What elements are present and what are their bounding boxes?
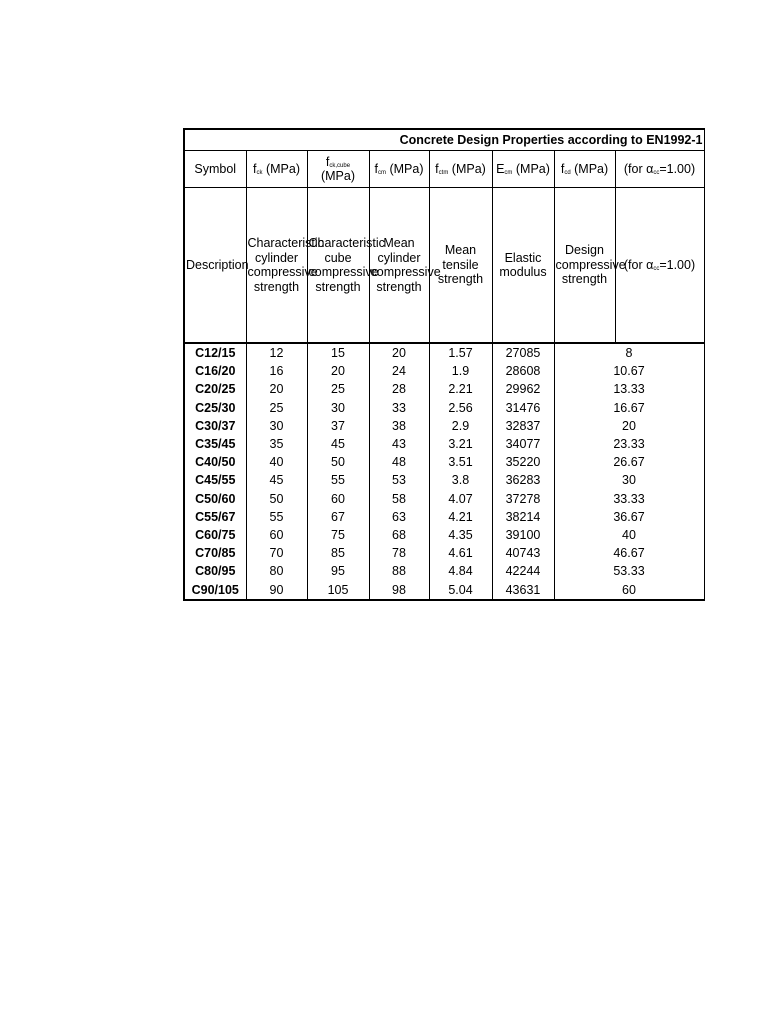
grade-cell: C70/85 (184, 544, 246, 562)
fck-cell: 16 (246, 362, 307, 380)
fck_cube-cell: 60 (307, 490, 369, 508)
description-note-pre: (for α (623, 257, 654, 272)
ecm-cell: 32837 (492, 417, 554, 435)
description-note-cell (615, 188, 704, 344)
grade-cell: C35/45 (184, 435, 246, 453)
description-row (184, 188, 704, 344)
grade-cell: C60/75 (184, 526, 246, 544)
grade-cell: C80/95 (184, 562, 246, 580)
grade-cell: C90/105 (184, 580, 246, 599)
symbol-unit: (MPa) (385, 161, 424, 176)
symbol-subscript: cd (564, 169, 571, 176)
table-row (184, 490, 704, 508)
fcd-cell: 16.67 (554, 399, 704, 417)
description-header-cell: Design compressive strength (554, 188, 615, 344)
ecm-cell: 28608 (492, 362, 554, 380)
fck-cell: 60 (246, 526, 307, 544)
symbol-header-cell (492, 151, 554, 188)
description-header-cell: Mean cylinder compressive strength (369, 188, 429, 344)
fctm-cell: 1.9 (429, 362, 492, 380)
symbol-subscript: cm (504, 169, 513, 176)
ecm-cell: 29962 (492, 380, 554, 398)
description-note-sub: cc (653, 265, 660, 272)
symbol-header-cell (554, 151, 615, 188)
fck-cell: 35 (246, 435, 307, 453)
fck_cube-cell: 25 (307, 380, 369, 398)
ecm-cell: 34077 (492, 435, 554, 453)
fctm-cell: 4.07 (429, 490, 492, 508)
fctm-cell: 4.21 (429, 508, 492, 526)
table-row (184, 471, 704, 489)
fck_cube-cell: 105 (307, 580, 369, 599)
fctm-cell: 4.84 (429, 562, 492, 580)
symbol-unit: (MPa) (262, 161, 300, 176)
grade-cell: C40/50 (184, 453, 246, 471)
table-row (184, 380, 704, 398)
fck-cell: 20 (246, 380, 307, 398)
fck-cell: 80 (246, 562, 307, 580)
fck_cube-cell: 45 (307, 435, 369, 453)
fcm-cell: 53 (369, 471, 429, 489)
fctm-cell: 5.04 (429, 580, 492, 599)
symbol-letter: f (325, 154, 330, 169)
fcd-cell: 8 (554, 343, 704, 362)
description-header-cell: Characteristic cylinder compressive strength (246, 188, 307, 344)
fctm-cell: 2.56 (429, 399, 492, 417)
grade-cell: C45/55 (184, 471, 246, 489)
description-header-cell: Elastic modulus (492, 188, 554, 344)
fck-cell: 55 (246, 508, 307, 526)
grade-cell: C30/37 (184, 417, 246, 435)
fck_cube-cell: 50 (307, 453, 369, 471)
symbol-subscript: ctm (438, 169, 449, 176)
symbol-unit: (MPa) (570, 161, 609, 176)
symbol-unit: (MPa) (512, 161, 550, 176)
table-row (184, 343, 704, 362)
fcd-cell: 36.67 (554, 508, 704, 526)
fck_cube-cell: 75 (307, 526, 369, 544)
symbol-subscript: cm (377, 169, 386, 176)
fcm-cell: 33 (369, 399, 429, 417)
table-row (184, 399, 704, 417)
fcm-cell: 28 (369, 380, 429, 398)
fcm-cell: 48 (369, 453, 429, 471)
table-row (184, 526, 704, 544)
fck_cube-cell: 15 (307, 343, 369, 362)
symbol-letter: f (374, 161, 378, 176)
fcd-cell: 23.33 (554, 435, 704, 453)
description-header-cell: Mean tensile strength (429, 188, 492, 344)
fcd-cell: 13.33 (554, 380, 704, 398)
grade-cell: C16/20 (184, 362, 246, 380)
symbol-note-suffix: =1.00) (659, 161, 696, 176)
fck-cell: 70 (246, 544, 307, 562)
table-row (184, 562, 704, 580)
ecm-cell: 39100 (492, 526, 554, 544)
table-title: Concrete Design Properties according to EN1992-1 (184, 129, 704, 151)
fck-cell: 90 (246, 580, 307, 599)
symbol-subscript: cc (653, 169, 660, 176)
fck-cell: 40 (246, 453, 307, 471)
grade-cell: C25/30 (184, 399, 246, 417)
fcm-cell: 88 (369, 562, 429, 580)
symbol-header-cell (615, 151, 704, 188)
table-row (184, 580, 704, 599)
grade-cell: C50/60 (184, 490, 246, 508)
fcm-cell: 38 (369, 417, 429, 435)
fcd-cell: 53.33 (554, 562, 704, 580)
fck-cell: 45 (246, 471, 307, 489)
fctm-cell: 3.8 (429, 471, 492, 489)
fcm-cell: 20 (369, 343, 429, 362)
grade-cell: C12/15 (184, 343, 246, 362)
ecm-cell: 38214 (492, 508, 554, 526)
fcd-cell: 20 (554, 417, 704, 435)
fcm-cell: 58 (369, 490, 429, 508)
fcm-cell: 63 (369, 508, 429, 526)
fck_cube-cell: 37 (307, 417, 369, 435)
ecm-cell: 40743 (492, 544, 554, 562)
table-row (184, 508, 704, 526)
fck_cube-cell: 85 (307, 544, 369, 562)
fck-cell: 50 (246, 490, 307, 508)
fcd-cell: 60 (554, 580, 704, 599)
fctm-cell: 2.21 (429, 380, 492, 398)
fcd-cell: 10.67 (554, 362, 704, 380)
spreadsheet-viewport (183, 128, 703, 618)
fctm-cell: 2.9 (429, 417, 492, 435)
ecm-cell: 27085 (492, 343, 554, 362)
symbol-unit: (MPa) (448, 161, 486, 176)
symbol-header-cell (369, 151, 429, 188)
fck_cube-cell: 95 (307, 562, 369, 580)
fctm-cell: 3.21 (429, 435, 492, 453)
ecm-cell: 36283 (492, 471, 554, 489)
fcm-cell: 78 (369, 544, 429, 562)
symbol-note-prefix: (for α (623, 161, 654, 176)
grade-cell: C55/67 (184, 508, 246, 526)
grade-cell: C20/25 (184, 380, 246, 398)
fcd-cell: 33.33 (554, 490, 704, 508)
fcd-cell: 30 (554, 471, 704, 489)
fck-cell: 12 (246, 343, 307, 362)
symbol-unit: (MPa) (320, 169, 356, 183)
fcm-cell: 24 (369, 362, 429, 380)
ecm-cell: 37278 (492, 490, 554, 508)
symbol-subscript: ck,cube (329, 162, 351, 169)
fcd-cell: 46.67 (554, 544, 704, 562)
description-header-cell: Characteristic cube compressive strength (307, 188, 369, 344)
fcm-cell: 43 (369, 435, 429, 453)
symbol-subscript: ck (256, 169, 263, 176)
concrete-properties-table (183, 128, 705, 601)
fck_cube-cell: 30 (307, 399, 369, 417)
symbol-letter: f (435, 161, 439, 176)
fcm-cell: 68 (369, 526, 429, 544)
ecm-cell: 42244 (492, 562, 554, 580)
fcm-cell: 98 (369, 580, 429, 599)
description-label: Description (184, 188, 246, 344)
fctm-cell: 1.57 (429, 343, 492, 362)
table-row (184, 362, 704, 380)
symbol-letter: f (560, 161, 565, 176)
symbol-letter: f (253, 161, 257, 176)
table-row (184, 435, 704, 453)
fck_cube-cell: 20 (307, 362, 369, 380)
symbol-header-cell (307, 151, 369, 188)
fctm-cell: 3.51 (429, 453, 492, 471)
symbol-row (184, 151, 704, 188)
table-row (184, 417, 704, 435)
fcd-cell: 40 (554, 526, 704, 544)
fctm-cell: 4.35 (429, 526, 492, 544)
table-row (184, 453, 704, 471)
fck-cell: 25 (246, 399, 307, 417)
symbol-header-cell (429, 151, 492, 188)
fctm-cell: 4.61 (429, 544, 492, 562)
description-note-post: =1.00) (659, 257, 696, 272)
fck_cube-cell: 55 (307, 471, 369, 489)
fck_cube-cell: 67 (307, 508, 369, 526)
table-row (184, 544, 704, 562)
symbol-label: Symbol (184, 151, 246, 188)
ecm-cell: 35220 (492, 453, 554, 471)
ecm-cell: 31476 (492, 399, 554, 417)
fcd-cell: 26.67 (554, 453, 704, 471)
fck-cell: 30 (246, 417, 307, 435)
ecm-cell: 43631 (492, 580, 554, 599)
symbol-letter: E (496, 161, 505, 176)
symbol-header-cell (246, 151, 307, 188)
